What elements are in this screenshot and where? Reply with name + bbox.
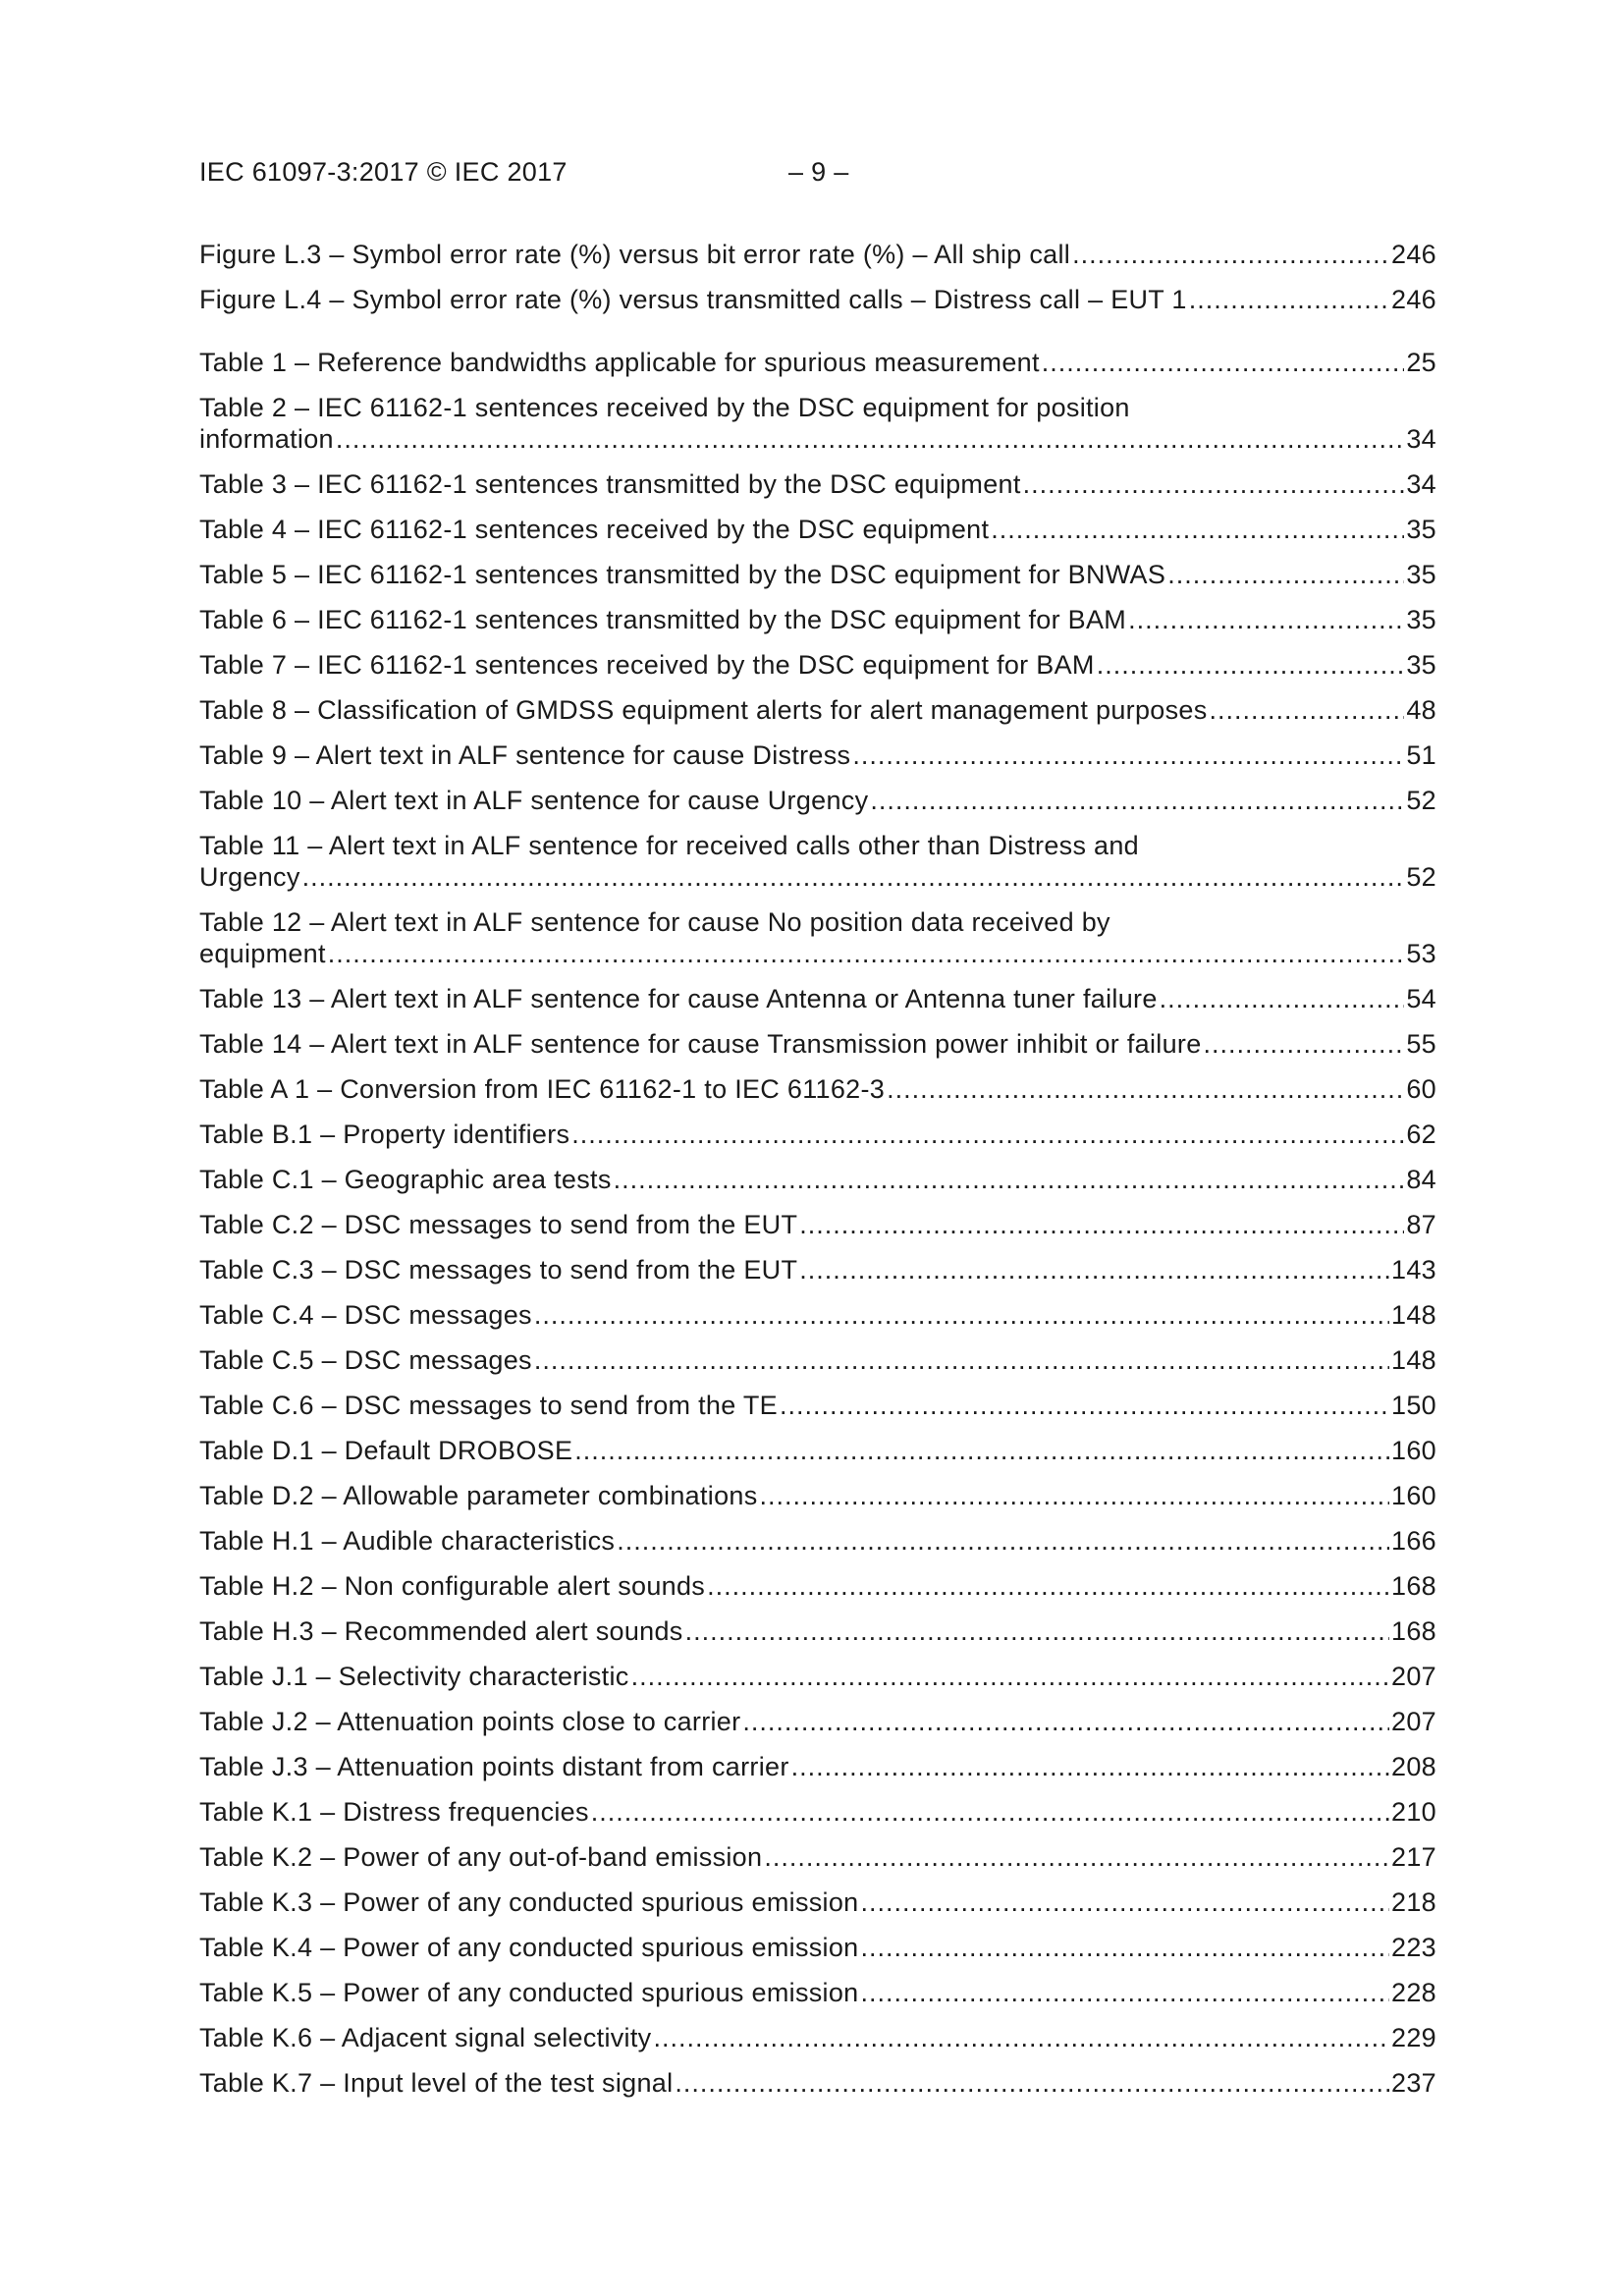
entry-title: Table A 1 – Conversion from IEC 61162-1 to IEC 61162-3 [199,1074,886,1104]
entry-title: Table 8 – Classification of GMDSS equipment alerts for alert management purposes [199,695,1208,725]
dot-leader [887,1073,1404,1105]
dot-leader [764,1841,1389,1873]
entry-title: Table 6 – IEC 61162-1 sentences transmitted by the DSC equipment for BAM [199,605,1127,634]
entry-title: Table 4 – IEC 61162-1 sentences received by the DSC equipment [199,515,990,544]
entry-page-number: 160 [1391,1436,1436,1465]
dot-leader [991,514,1404,545]
dot-leader [574,1435,1389,1466]
entry-page-number: 52 [1406,786,1436,815]
entry-title: Table J.2 – Attenuation points close to carrier [199,1707,741,1736]
entry-page-number: 150 [1391,1391,1436,1420]
entry-title: Table 7 – IEC 61162-1 sentences received by the DSC equipment for BAM [199,650,1095,680]
entry-title: Table C.4 – DSC messages [199,1300,532,1330]
dot-leader [617,1525,1389,1557]
table-entry [199,604,1436,635]
dot-leader [685,1615,1389,1647]
entry-title: Table 10 – Alert text in ALF sentence for cause Urgency [199,786,869,815]
table-entry [199,1841,1436,1873]
dot-leader [860,1932,1389,1963]
table-list [199,347,1436,2099]
entry-title: Table H.3 – Recommended alert sounds [199,1616,683,1646]
dot-leader [1160,983,1405,1014]
table-entry [199,1886,1436,1918]
table-entry [199,1344,1436,1376]
entry-title: Figure L.3 – Symbol error rate (%) versus bit error rate (%) – All ship call [199,240,1071,269]
table-entry [199,2022,1436,2053]
table-entry [199,1390,1436,1421]
dot-leader [675,2067,1389,2099]
table-entry [199,2067,1436,2099]
table-entry [199,1932,1436,1963]
entry-title: Table C.3 – DSC messages to send from the EUT [199,1255,798,1285]
table-entry [199,1435,1436,1466]
entry-title: Table D.2 – Allowable parameter combinations [199,1481,758,1510]
table-entry [199,1796,1436,1828]
list-of-tables-and-figures [199,239,1436,2112]
entry-page-number: 148 [1391,1300,1436,1330]
dot-leader [791,1751,1389,1782]
table-entry [199,468,1436,500]
entry-title-continuation: equipment [199,939,326,968]
dot-leader [1023,468,1405,500]
dot-leader [328,938,1405,969]
dot-leader [591,1796,1389,1828]
dot-leader [860,1886,1389,1918]
table-entry [199,694,1436,726]
entry-page-number: 87 [1406,1210,1436,1239]
entry-page-number: 35 [1406,560,1436,589]
entry-title: Table C.2 – DSC messages to send from the EUT [199,1210,798,1239]
entry-page-number: 48 [1406,695,1436,725]
entry-title: Table K.7 – Input level of the test signal [199,2068,674,2098]
page-number: – 9 – [788,157,849,187]
table-entry [199,347,1436,378]
figure-entry [199,284,1436,315]
entry-page-number: 217 [1391,1842,1436,1872]
dot-leader [870,785,1404,816]
table-entry [199,559,1436,590]
entry-title: Table 12 – Alert text in ALF sentence for cause No position data received by [199,907,1110,937]
dot-leader [614,1164,1405,1195]
entry-page-number: 35 [1406,605,1436,634]
entry-title: Table C.6 – DSC messages to send from the TE [199,1391,778,1420]
table-entry [199,785,1436,816]
dot-leader [534,1344,1389,1376]
entry-page-number: 51 [1406,740,1436,770]
entry-page-number: 52 [1406,862,1436,892]
dot-leader [1097,649,1405,681]
table-entry [199,1706,1436,1737]
table-entry [199,1028,1436,1060]
entry-page-number: 148 [1391,1345,1436,1375]
table-entry [199,1299,1436,1331]
entry-page-number: 54 [1406,984,1436,1013]
entry-title: Table 9 – Alert text in ALF sentence for cause Distress [199,740,851,770]
dot-leader [336,423,1404,455]
dot-leader [780,1390,1389,1421]
entry-page-number: 143 [1391,1255,1436,1285]
dot-leader [534,1299,1389,1331]
table-entry [199,1209,1436,1240]
entry-title: Table J.3 – Attenuation points distant from carrier [199,1752,789,1781]
table-entry [199,906,1436,969]
entry-title: Table D.1 – Default DROBOSE [199,1436,573,1465]
dot-leader [799,1209,1404,1240]
entry-title: Table K.4 – Power of any conducted spurious emission [199,1933,859,1962]
table-entry [199,1977,1436,2008]
dot-leader [1189,284,1389,315]
entry-page-number: 60 [1406,1074,1436,1104]
entry-page-number: 223 [1391,1933,1436,1962]
entry-title-continuation: Urgency [199,862,300,892]
entry-page-number: 160 [1391,1481,1436,1510]
entry-title: Table K.2 – Power of any out-of-band emission [199,1842,763,1872]
entry-page-number: 166 [1391,1526,1436,1556]
table-entry [199,1661,1436,1692]
table-entry [199,514,1436,545]
entry-page-number: 207 [1391,1707,1436,1736]
entry-title: Table K.5 – Power of any conducted spurious emission [199,1978,859,2007]
entry-title: Table J.1 – Selectivity characteristic [199,1662,629,1691]
entry-title: Table 14 – Alert text in ALF sentence for cause Transmission power inhibit or failure [199,1029,1202,1059]
table-entry [199,983,1436,1014]
dot-leader [1128,604,1404,635]
table-entry [199,1615,1436,1647]
entry-page-number: 207 [1391,1662,1436,1691]
dot-leader [1042,347,1405,378]
entry-page-number: 218 [1391,1887,1436,1917]
figure-entry [199,239,1436,270]
entry-page-number: 168 [1391,1616,1436,1646]
entry-title: Table 2 – IEC 61162-1 sentences received by the DSC equipment for position [199,393,1130,422]
entry-title: Table H.2 – Non configurable alert sounds [199,1571,706,1601]
dot-leader [1204,1028,1405,1060]
dot-leader [1167,559,1404,590]
page-header [199,157,1436,196]
entry-page-number: 208 [1391,1752,1436,1781]
entry-page-number: 228 [1391,1978,1436,2007]
entry-title: Table 11 – Alert text in ALF sentence for received calls other than Distress and [199,831,1140,860]
entry-page-number: 34 [1406,469,1436,499]
entry-title: Table 5 – IEC 61162-1 sentences transmitted by the DSC equipment for BNWAS [199,560,1166,589]
table-entry [199,1480,1436,1511]
entry-title: Table C.1 – Geographic area tests [199,1165,612,1194]
entry-page-number: 55 [1406,1029,1436,1059]
table-entry [199,1164,1436,1195]
entry-page-number: 34 [1406,424,1436,454]
dot-leader [571,1119,1404,1150]
entry-page-number: 25 [1406,348,1436,377]
entry-title: Table K.6 – Adjacent signal selectivity [199,2023,652,2052]
figure-list [199,239,1436,315]
entry-page-number: 84 [1406,1165,1436,1194]
dot-leader [631,1661,1389,1692]
entry-title: Table 1 – Reference bandwidths applicable for spurious measurement [199,348,1040,377]
table-entry [199,739,1436,771]
dot-leader [1072,239,1389,270]
entry-title: Table 13 – Alert text in ALF sentence for cause Antenna or Antenna tuner failure [199,984,1158,1013]
dot-leader [302,861,1405,893]
entry-title-continuation: information [199,424,334,454]
entry-page-number: 246 [1391,240,1436,269]
table-entry [199,392,1436,455]
document-reference: IEC 61097-3:2017 © IEC 2017 [199,157,568,187]
entry-page-number: 62 [1406,1120,1436,1149]
dot-leader [1210,694,1405,726]
entry-page-number: 35 [1406,650,1436,680]
entry-title: Table C.5 – DSC messages [199,1345,532,1375]
entry-page-number: 35 [1406,515,1436,544]
table-entry [199,649,1436,681]
table-entry [199,830,1436,893]
table-entry [199,1751,1436,1782]
entry-page-number: 246 [1391,285,1436,314]
entry-page-number: 237 [1391,2068,1436,2098]
entry-title: Table K.3 – Power of any conducted spurious emission [199,1887,859,1917]
entry-page-number: 229 [1391,2023,1436,2052]
dot-leader [799,1254,1389,1285]
table-entry [199,1570,1436,1602]
entry-title: Table B.1 – Property identifiers [199,1120,570,1149]
table-entry [199,1525,1436,1557]
entry-title: Table 3 – IEC 61162-1 sentences transmitted by the DSC equipment [199,469,1021,499]
entry-page-number: 168 [1391,1571,1436,1601]
dot-leader [742,1706,1389,1737]
dot-leader [707,1570,1389,1602]
entry-page-number: 53 [1406,939,1436,968]
dot-leader [760,1480,1390,1511]
dot-leader [852,739,1404,771]
table-entry [199,1254,1436,1285]
entry-title: Figure L.4 – Symbol error rate (%) versus transmitted calls – Distress call – EUT 1 [199,285,1187,314]
entry-title: Table K.1 – Distress frequencies [199,1797,589,1827]
entry-title: Table H.1 – Audible characteristics [199,1526,616,1556]
table-entry [199,1073,1436,1105]
dot-leader [653,2022,1389,2053]
entry-page-number: 210 [1391,1797,1436,1827]
dot-leader [860,1977,1389,2008]
table-entry [199,1119,1436,1150]
